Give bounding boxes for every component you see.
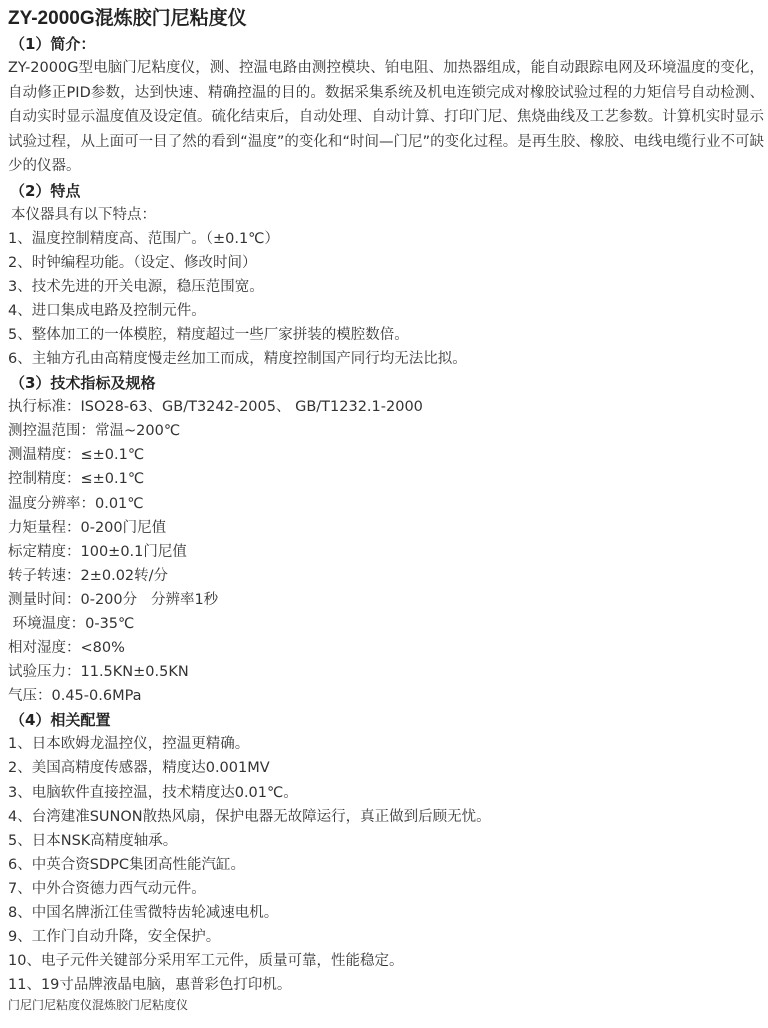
intro-paragraph: ZY-2000G型电脑门尼粘度仪，测、控温电路由测控模块、铂电阻、加热器组成，能自动跟踪电网及环境温度的变化，自动修正PID参数，达到快速、精确控温的目的。数据采集系统及机电连锁完成对橡胶试验过程的力矩信号自动检测、自动实时显示温度值及设定值。硫化结束后，自动处理、自动计算、打印门尼、焦烧曲线及工艺参数。计算机实时显示试验过程，从上面可一目了然的看到“温度”的变化和“时间—门尼”的变化过程。是再生胶、橡胶、电线电缆行业不可缺少的仪器。 [8, 60, 764, 174]
config-item: 10、电子元件关键部分采用军工元件，质量可靠，性能稳定。 [8, 953, 404, 970]
feature-item: 4、进口集成电路及控制元件。 [8, 302, 206, 319]
specs-heading: （3）技术指标及规格 [10, 374, 156, 393]
intro-heading: （1）简介： [10, 35, 96, 53]
spec-item: 执行标准：ISO28-63、GB/T3242-2005、 GB/T1232.1-2000 [8, 399, 423, 416]
feature-item: 1、温度控制精度高、范围广。（±0.1℃） [8, 230, 279, 247]
page-title: ZY-2000G混炼胶门尼粘度仪 [8, 8, 247, 29]
spec-item: 测控温范围：常温~200℃ [8, 423, 181, 440]
config-item: 8、中国名牌浙江佳雪微特齿轮减速电机。 [8, 905, 279, 922]
feature-item: 3、技术先进的开关电源，稳压范围宽。 [8, 278, 264, 295]
spec-item: 标定精度：100±0.1门尼值 [8, 543, 187, 560]
config-heading: （4）相关配置 [10, 711, 111, 730]
spec-item: 相对湿度：<80% [8, 640, 125, 657]
footer-keywords: 门尼门尼粘度仪混炼胶门尼粘度仪 [8, 998, 189, 1013]
feature-item: 5、整体加工的一体模腔，精度超过一些厂家拼装的模腔数倍。 [8, 326, 409, 343]
intro-section [8, 32, 764, 179]
config-section [8, 708, 764, 997]
features-list [8, 227, 764, 372]
spec-item: 转子转速：2±0.02转/分 [8, 567, 169, 584]
config-item: 6、中英合资SDPC集团高性能汽缸。 [8, 856, 245, 873]
feature-item: 2、时钟编程功能。（设定、修改时间） [8, 254, 257, 271]
spec-item: 温度分辨率：0.01℃ [8, 495, 144, 512]
config-item: 4、台湾建准SUNON散热风扇，保护电器无故障运行，真正做到后顾无忧。 [8, 808, 491, 825]
specs-list [8, 395, 764, 708]
spec-item: 气压：0.45-0.6MPa [8, 688, 142, 705]
config-item: 7、中外合资德力西气动元件。 [8, 880, 206, 897]
feature-item: 6、主轴方孔由高精度慢走丝加工而成，精度控制国产同行均无法比拟。 [8, 351, 467, 368]
config-item: 2、美国高精度传感器，精度达0.001MV [8, 760, 270, 777]
specs-section [8, 371, 764, 708]
config-item: 1、日本欧姆龙温控仪，控温更精确。 [8, 736, 250, 753]
spec-item: 环境温度：0-35℃ [8, 616, 135, 632]
product-article [8, 6, 764, 1013]
features-intro: 本仪器具有以下特点： [11, 206, 156, 223]
config-list [8, 732, 764, 997]
features-section [8, 179, 764, 372]
config-item: 3、电脑软件直接控温，技术精度达0.01℃。 [8, 784, 298, 801]
spec-item: 力矩量程：0-200门尼值 [8, 519, 167, 536]
spec-item: 控制精度：≤±0.1℃ [8, 471, 145, 488]
config-item: 9、工作门自动升降，安全保护。 [8, 929, 221, 946]
spec-item: 测量时间：0-200分 分辨率1秒 [8, 591, 219, 608]
spec-item: 测温精度：≤±0.1℃ [8, 447, 145, 464]
config-item: 5、日本NSK高精度轴承。 [8, 832, 178, 849]
spec-item: 试验压力：11.5KN±0.5KN [8, 664, 189, 681]
config-item: 11、19寸品牌液晶电脑，惠普彩色打印机。 [8, 977, 292, 994]
features-heading: （2）特点 [10, 181, 81, 200]
